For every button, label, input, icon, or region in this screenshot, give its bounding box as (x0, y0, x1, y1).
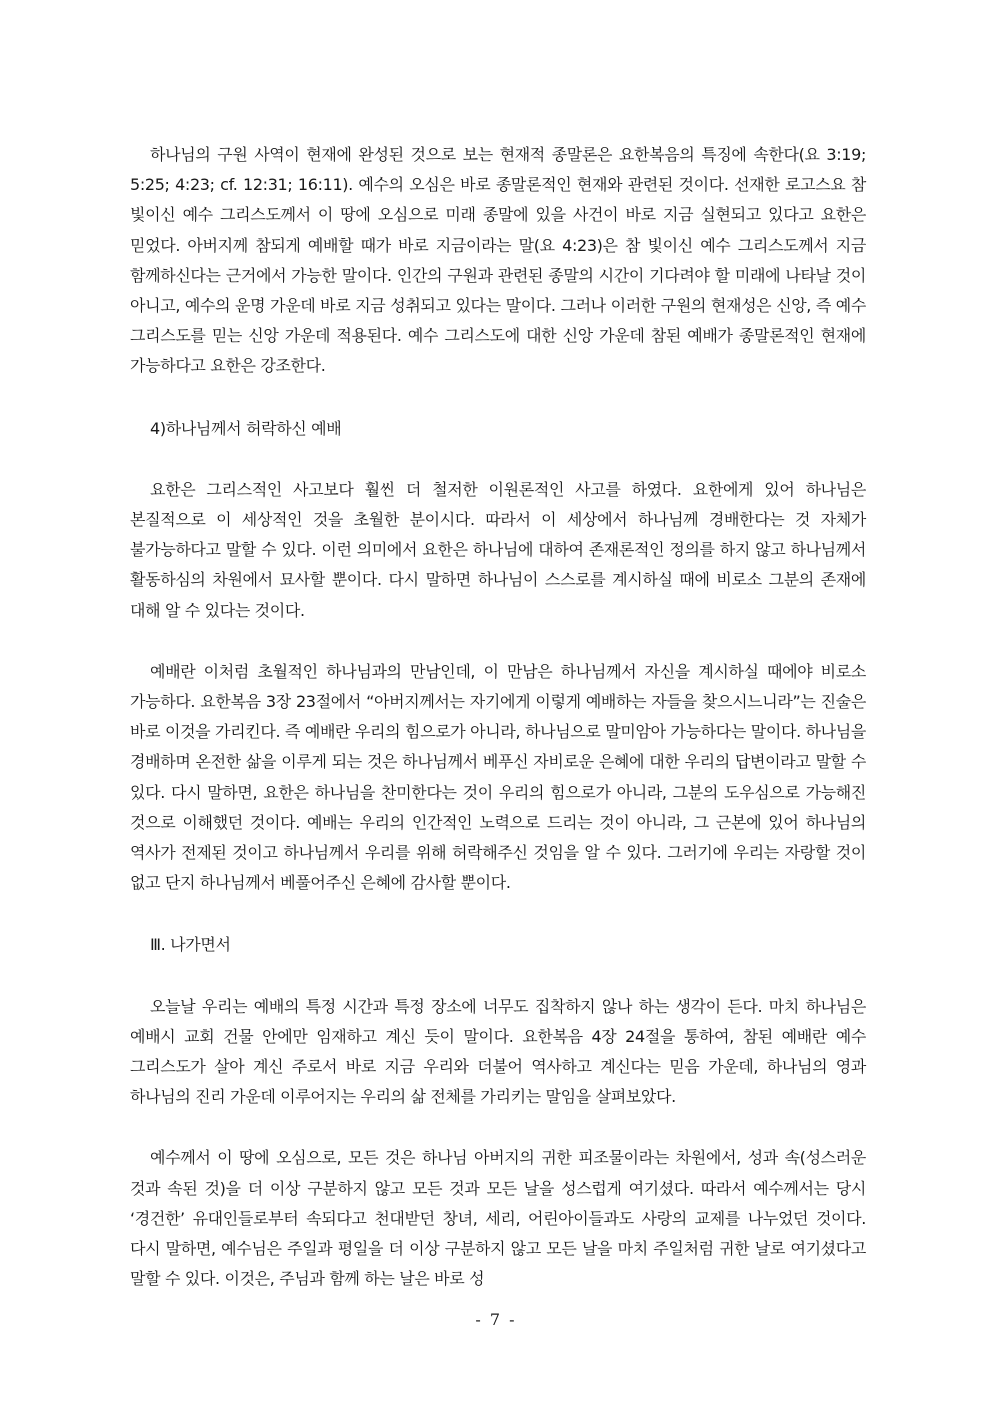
paragraph-worship-encounter: 예배란 이처럼 초월적인 하나님과의 만남인데, 이 만남은 하나님께서 자신을 계시하실 때에야 비로소 가능하다. 요한복음 3장 23절에서 “아버지께서는 자기에게 이렇게 예배하는 자들을 찾으시느니라”는 진술은 바로 이것을 가리킨다. 즉 예배란 우리의 힘으로가 아니라, 하나님으로 말미암아 가능하다는 말이다. 하나님을 경배하며 온전한 삶을 이루게 되는 것은 하나님께서 베푸신 자비로운 은혜에 대한 우리의 답변이라고 말할 수 있다. 다시 말하면, 요한은 하나님을 찬미한다는 것이 우리의 힘으로가 아니라, 그분의 도우심으로 가능해진 것으로 이해했던 것이다. 예배는 우리의 인간적인 노력으로 드리는 것이 아니라, 그 근본에 있어 하나님의 역사가 전제된 것이고 하나님께서 우리를 위해 허락해주신 것임을 알 수 있다. 그러기에 우리는 자랑할 것이 없고 단지 하나님께서 베풀어주신 은혜에 감사할 뿐이다. (130, 661, 866, 893)
paragraph-conclusion-time-place: 오늘날 우리는 예배의 특정 시간과 특정 장소에 너무도 집착하지 않나 하는 생각이 든다. 마치 하나님은 예배시 교회 건물 안에만 임재하고 계신 듯이 말이다. 요한복음 4장 24절을 통하여, 참된 예배란 예수 그리스도가 살아 계신 주로서 바로 지금 우리와 더불어 역사하고 계신다는 믿음 가운데, 하나님의 영과 하나님의 진리 가운데 이루어지는 우리의 삶 전체를 가리키는 말임을 살펴보았다. (130, 996, 866, 1107)
paragraph-dualism: 요한은 그리스적인 사고보다 훨씬 더 철저한 이원론적인 사고를 하였다. 요한에게 있어 하나님은 본질적으로 이 세상적인 것을 초월한 분이시다. 따라서 이 세상에서 하나님께 경배한다는 것 자체가 불가능하다고 말할 수 있다. 이런 의미에서 요한은 하나님에 대하여 존재론적인 정의를 하지 않고 하나님께서 활동하심의 차원에서 묘사할 뿐이다. 다시 말하면 하나님이 스스로를 계시하실 때에 비로소 그분의 존재에 대해 알 수 있다는 것이다. (130, 479, 866, 620)
paragraph-present-eschatology: 하나님의 구원 사역이 현재에 완성된 것으로 보는 현재적 종말론은 요한복음의 특징에 속한다(요 3:19; 5:25; 4:23; cf. 12:31; 16:11). 예수의 오심은 바로 종말론적인 현재와 관련된 것이다. 선재한 로고스요 참 빛이신 예수 그리스도께서 이 땅에 오심으로 미래 종말에 있을 사건이 바로 지금 실현되고 있다고 요한은 믿었다. 아버지께 참되게 예배할 때가 바로 지금이라는 말(요 4:23)은 참 빛이신 예수 그리스도께서 지금 함께하신다는 근거에서 가능한 말이다. 인간의 구원과 관련된 종말의 시간이 기다려야 할 미래에 나타날 것이 아니고, 예수의 운명 가운데 바로 지금 성취되고 있다는 말이다. 그러나 이러한 구원의 현재성은 신앙, 즉 예수 그리스도를 믿는 신앙 가운데 적용된다. 예수 그리스도에 대한 신앙 가운데 참된 예배가 종말론적인 현재에 가능하다고 요한은 강조한다. (130, 145, 866, 376)
document-page (130, 140, 866, 1295)
section-heading-conclusion: Ⅲ. 나가면서 (150, 935, 231, 955)
paragraph-conclusion-sacred-profane: 예수께서 이 땅에 오심으로, 모든 것은 하나님 아버지의 귀한 피조물이라는 차원에서, 성과 속(성스러운 것과 속된 것)을 더 이상 구분하지 않고 모든 것과 모든 날을 성스럽게 여기셨다. 따라서 예수께서는 당시 ‘경건한’ 유대인들로부터 속되다고 천대받던 창녀, 세리, 어린아이들과도 사랑의 교제를 나누었던 것이다. 다시 말하면, 예수님은 주일과 평일을 더 이상 구분하지 않고 모든 날을 마치 주일처럼 귀한 날로 여기셨다고 말할 수 있다. 이것은, 주님과 함께 하는 날은 바로 성 (130, 1148, 866, 1289)
section-heading-worship-permitted: 4)하나님께서 허락하신 예배 (150, 418, 342, 438)
page-number: - 7 - (475, 1310, 517, 1329)
